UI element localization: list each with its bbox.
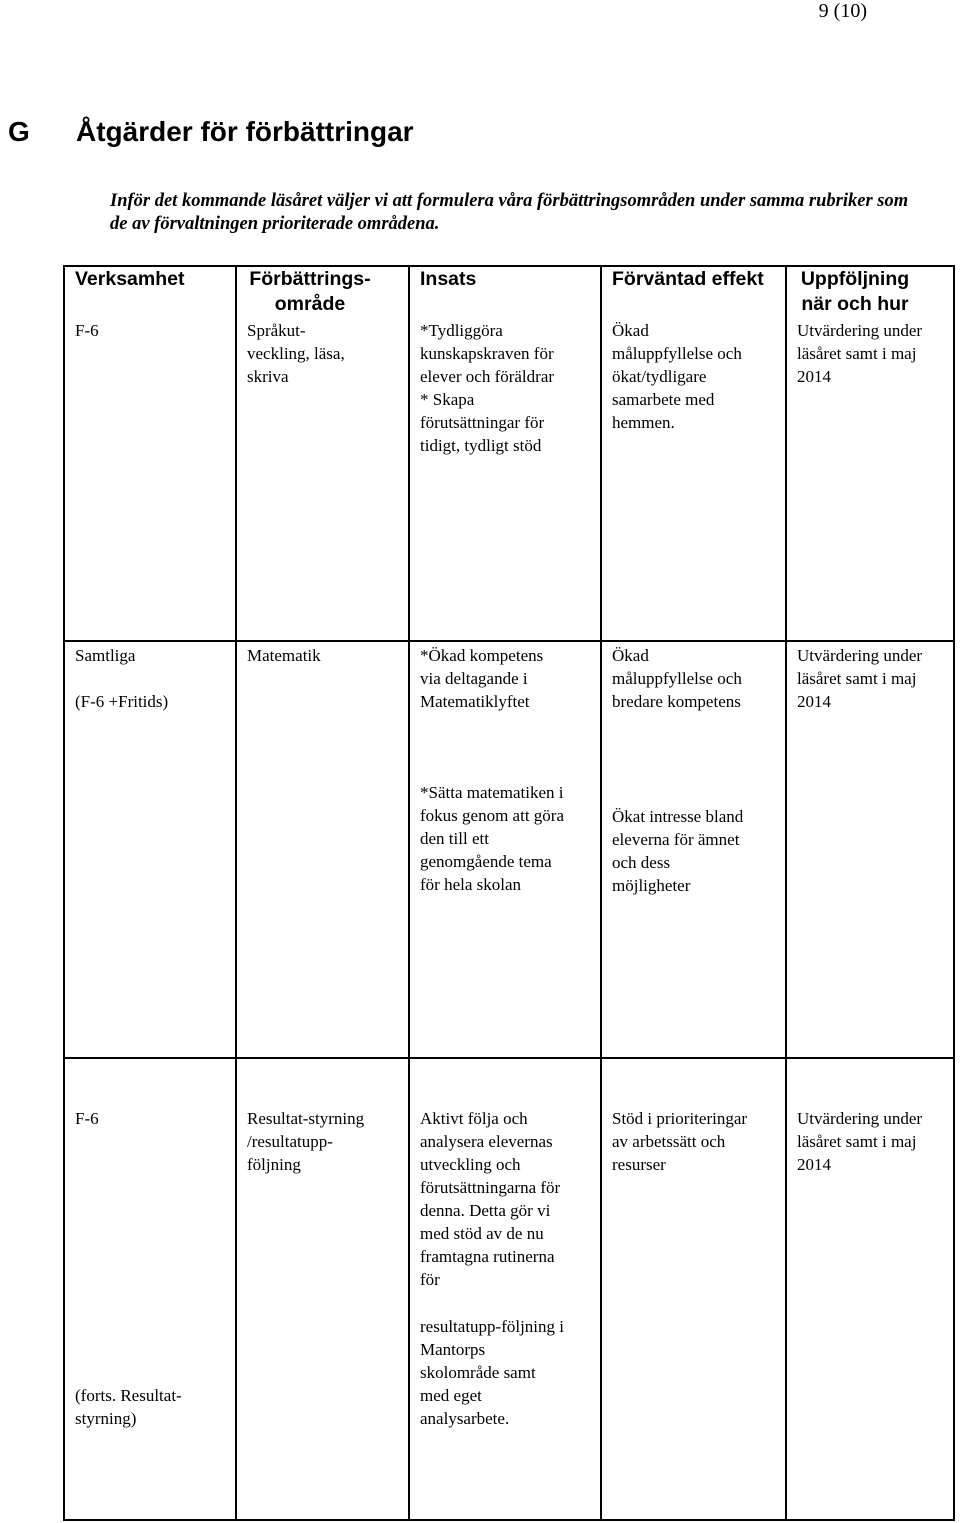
header-insats: Insats: [420, 268, 477, 290]
row3-insats-second: resultatupp-följning i Mantorps skolområde samt med eget analysarbete.: [420, 1317, 565, 1428]
row2-effekt-second: Ökat intresse bland eleverna för ämnet och dess möjligheter: [612, 807, 744, 895]
table-divider: [600, 265, 602, 1521]
row1-uppfoljning: Utvärdering under läsåret samt i maj 2014: [797, 321, 923, 386]
header-uppfoljning: Uppföljning när och hur: [800, 268, 910, 315]
table-row-divider: [63, 1057, 955, 1059]
section-letter: G: [8, 116, 30, 147]
row2-insats: *Ökad kompetens via deltagande i Matematiklyftet: [420, 646, 544, 711]
row2-uppfoljning: Utvärdering under läsåret samt i maj 2014: [797, 646, 923, 711]
row2-omrade: Matematik: [247, 646, 321, 665]
section-title: Åtgärder för förbättringar: [76, 116, 414, 147]
table-divider: [235, 265, 237, 1521]
intro-text: Inför det kommande läsåret väljer vi att formulera våra förbättringsområden under samma rubriker som de av förvaltningen prioriterade områdena.: [110, 191, 909, 234]
header-omrade: Förbättrings- område: [249, 268, 371, 315]
table-divider: [408, 265, 410, 1521]
table-row-divider: [63, 640, 955, 642]
row3-uppfoljning: Utvärdering under läsåret samt i maj 2014: [797, 1109, 923, 1174]
header-effekt: Förväntad effekt: [612, 268, 764, 290]
row2-effekt: Ökad måluppfyllelse och bredare kompetens: [612, 646, 742, 711]
row3-omrade: Resultat-styrning /resultatupp- följning: [247, 1109, 365, 1174]
row1-insats: *Tydliggöra kunskapskraven för elever och föräldrar * Skapa förutsättningar för tidigt, tydligt stöd: [420, 321, 555, 455]
row2-verksamhet: Samtliga: [75, 646, 136, 665]
row3-verksamhet-forts: (forts. Resultat- styrning): [75, 1386, 182, 1428]
row1-verksamhet: F-6: [75, 321, 99, 340]
row1-omrade: Språkut- veckling, läsa, skriva: [247, 321, 345, 386]
row3-insats: Aktivt följa och analysera elevernas utveckling och förutsättningarna för denna. Detta gör vi med stöd av de nu framtagna rutinerna för: [420, 1109, 561, 1289]
row1-effekt: Ökad måluppfyllelse och ökat/tydligare samarbete med hemmen.: [612, 321, 742, 432]
row3-effekt: Stöd i prioriteringar av arbetssätt och resurser: [612, 1109, 748, 1174]
header-verksamhet: Verksamhet: [75, 268, 185, 290]
row3-verksamhet: F-6: [75, 1109, 99, 1128]
page-number: 9 (10): [818, 0, 867, 22]
row2-insats-second: *Sätta matematiken i fokus genom att göra den till ett genomgående tema för hela skolan: [420, 783, 564, 894]
row2-verksamhet-sub: (F-6 +Fritids): [75, 692, 169, 711]
table-divider: [785, 265, 787, 1521]
section-heading: [8, 116, 414, 148]
